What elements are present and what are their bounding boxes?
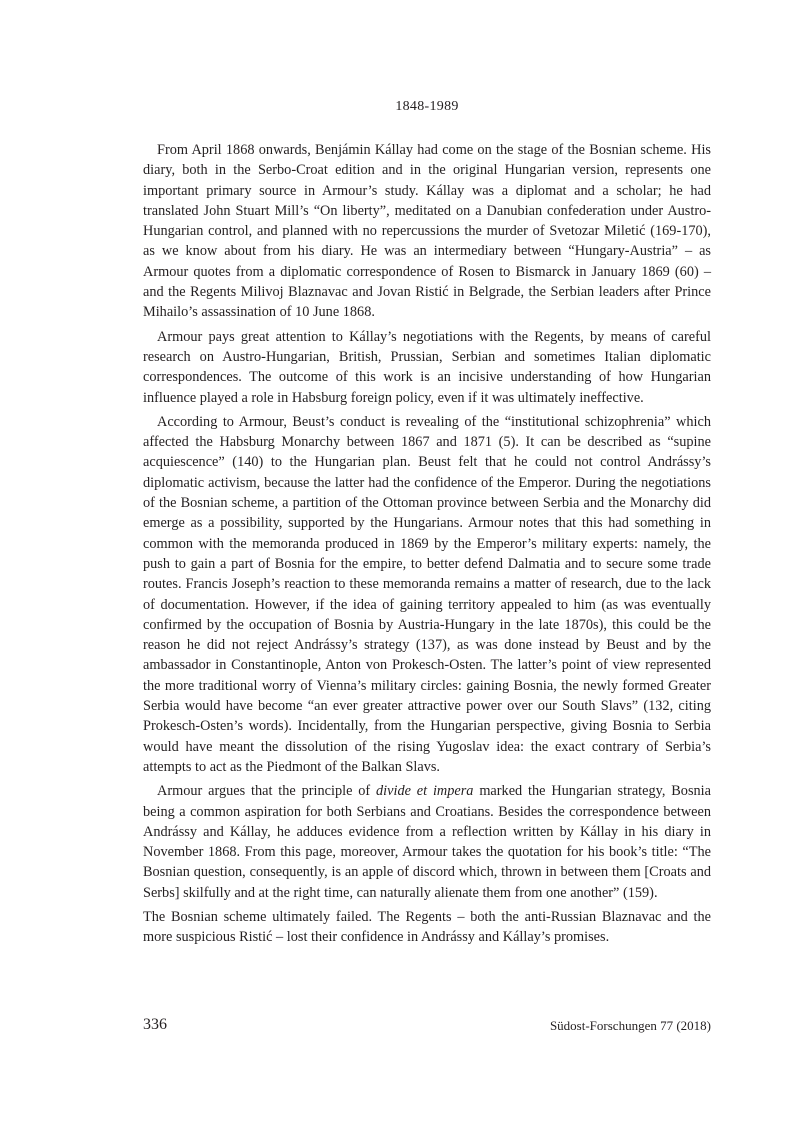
paragraph-2: Armour pays great attention to Kállay’s negotiations with the Regents, by means of careful research on Austro-Hungarian, British, Prussian, Serbian and sometimes Italian diplomatic correspondences. The outcome of this work is an incisive understanding of how Hungarian influence played a role in Habsburg foreign policy, even if it was ultimately ineffective. xyxy=(143,328,711,406)
paragraph-5: The Bosnian scheme ultimately failed. The Regents – both the anti-Russian Blaznavac and the more suspicious Ristić – lost their confidence in Andrássy and Kállay’s promises. xyxy=(143,908,711,946)
paragraph-4 xyxy=(143,781,711,903)
paragraph-4-before: Armour argues that the principle of xyxy=(157,783,377,800)
running-title: 1848-1989 xyxy=(395,99,459,114)
body-text xyxy=(143,140,711,948)
paragraph-4-italic: divide et impera xyxy=(376,783,474,800)
paragraph-3: According to Armour, Beust’s conduct is revealing of the “institutional schizophrenia” which affected the Habsburg Monarchy between 1867 and 1871 (5). It can be described as “supine acquiescence” (140) to the Hungarian plan. Beust felt that he could not control Andrássy’s diplomatic activism, because the latter had the confidence of the Emperor. During the negotiations of the Bosnian scheme, a partition of the Ottoman province between Serbia and the Monarchy did emerge as a possibility, supported by the Hungarians. Armour notes that this had something in common with the memoranda produced in 1869 by the Emperor’s military experts: namely, the push to gain a part of Bosnia for the empire, to better defend Dalmatia and to secure some trade routes. Francis Joseph’s reaction to these memoranda remains a matter of research, due to the lack of documentation. However, if the idea of gaining territory appealed to him (as was eventually confirmed by the occupation of Bosnia by Austria-Hungary in the late 1870s), this could be the reason he did not reject Andrássy’s strategy (137), as was done instead by Beust and by the ambassador in Constantinople, Anton von Prokesch-Osten. The latter’s point of view represented the more traditional worry of Vienna’s military circles: gaining Bosnia, the newly formed Greater Serbia would have become “an ever greater attractive power over our South Slavs” (132, citing Prokesch-Osten’s words). Incidentally, from the Hungarian perspective, giving Bosnia to Serbia would have meant the dissolution of the rising Yugoslav idea: the exact contrary of Serbia’s attempts to act as the Piedmont of the Balkan Slavs. xyxy=(143,413,711,775)
page-number: 336 xyxy=(143,1016,167,1033)
journal-citation: Südost-Forschungen 77 (2018) xyxy=(549,1018,711,1033)
paragraph-4-after: marked the Hungarian strategy, Bosnia being a common aspiration for both Serbians and Croatians. Besides the correspondence between Andrássy and Kállay, he adduces evidence from a reflection written by Kállay in his diary in November 1868. From this page, moreover, Armour takes the quotation for his book’s title: “The Bosnian question, consequently, is an apple of discord which, thrown in between them [Croats and Serbs] skilfully and at the right time, can naturally alienate them from one another” (159). xyxy=(143,783,711,901)
paragraph-1: From April 1868 onwards, Benjámin Kállay had come on the stage of the Bosnian scheme. His diary, both in the Serbo-Croat edition and in the original Hungarian version, represents one important primary source in Armour’s study. Kállay was a diplomat and a scholar; he had translated John Stuart Mill’s “On liberty”, meditated on a Danubian confederation under Austro-Hungarian control, and planned with no repercussions the murder of Svetozar Miletić (169-170), as we know about from his diary. He was an intermediary between “Hungary-Austria” – as Armour quotes from a diplomatic correspondence of Rosen to Bismarck in January 1869 (60) – and the Regents Milivoj Blaznavac and Jovan Ristić in Belgrade, the Serbian leaders after Prince Mihailo’s assassination of 10 June 1868. xyxy=(143,142,711,321)
